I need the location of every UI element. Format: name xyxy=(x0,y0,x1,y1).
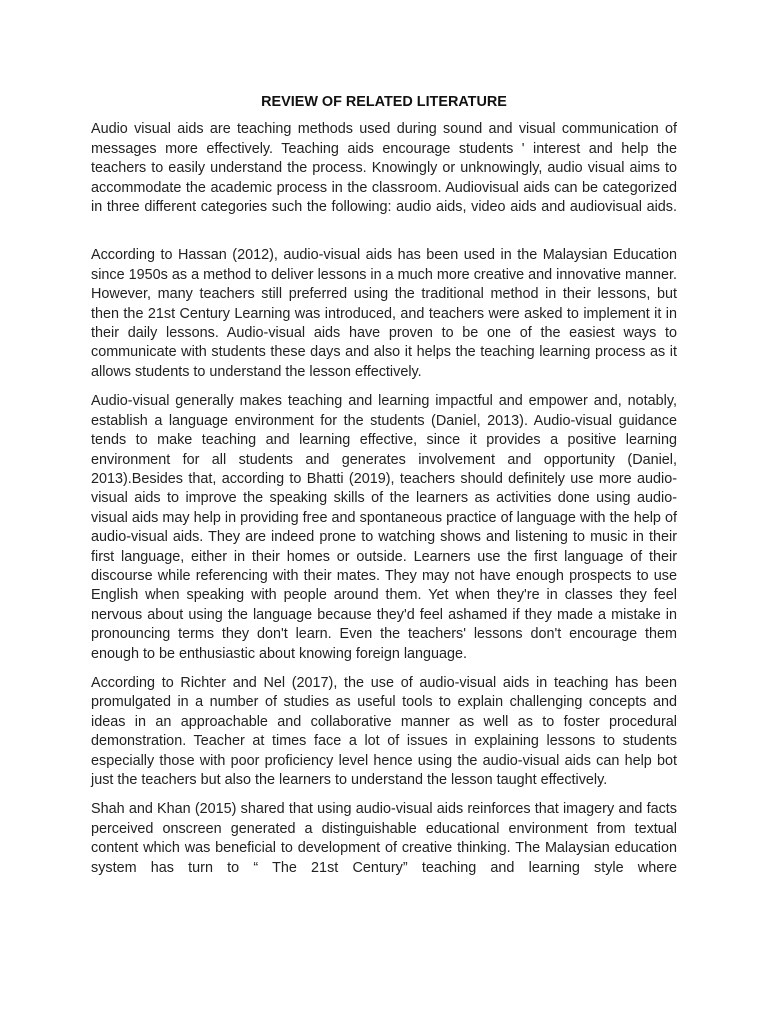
page-title: REVIEW OF RELATED LITERATURE xyxy=(261,94,507,110)
paragraph-hassan: According to Hassan (2012), audio-visual aids has been used in the Malaysian Education since 1950s as a method to deliver lessons in a much more creative and innovative manner. However, many teachers still preferred using the traditional method in their lessons, but then the 21st Century Learning was introduced, and teachers were asked to implement it in their daily lessons. Audio-visual aids have proven to be one of the easiest ways to communicate with students these days and also it helps the teaching learning process as it allows students to understand the lesson effectively. xyxy=(91,247,677,380)
paragraph-intro: Audio visual aids are teaching methods used during sound and visual communication of messages more effectively. Teaching aids encourage students ' interest and help the teachers to easily understand the process. Knowingly or unknowingly, audio visual aims to accommodate the academic process in the classroom. Audiovisual aids can be categorized in three different categories such the following: audio aids, video aids and audiovisual aids. xyxy=(91,121,677,216)
paragraph-shah-khan: Shah and Khan (2015) shared that using audio-visual aids reinforces that imagery and facts perceived onscreen generated a distinguishable educational environment from textual content which was beneficial to development of creative thinking. The Malaysian education system has turn to “ The 21st Century” teaching and learning style where xyxy=(91,801,677,876)
document-body xyxy=(91,93,677,888)
paragraph-richter-nel: According to Richter and Nel (2017), the use of audio-visual aids in teaching has been promulgated in a number of studies as useful tools to explain challenging concepts and ideas in an approachable and collaborative manner as well as to foster procedural demonstration. Teacher at times face a lot of issues in explaining lessons to students especially those with poor proficiency level hence using the audio-visual aids can help bot just the teachers but also the learners to understand the lesson taught effectively. xyxy=(91,674,677,788)
paragraph-gap xyxy=(91,217,677,246)
paragraph-daniel-bhatti: Audio-visual generally makes teaching and learning impactful and empower and, notably, establish a language environment for the students (Daniel, 2013). Audio-visual guidance tends to make teaching and learning effective, since it provides a positive learning environment for all students and generates involvement and opportunity (Daniel, 2013).Besides that, according to Bhatti (2019), teachers should definitely use more audio-visual aids to improve the speaking skills of the learners as activities done using audio-visual aids may help in providing free and spontaneous practice of language with the help of audio-visual aids. They are indeed prone to watching shows and listening to music in their first language, either in their homes or outside. Learners use the first language of their discourse while referencing with their mates. They may not have enough prospects to use English when speaking with people around them. Yet when they're in classes they feel nervous about using the language because they'd feel ashamed if they made a mistake in pronouncing terms they don't learn. Even the teachers' lessons don't encourage them enough to be enthusiastic about knowing foreign language. xyxy=(91,393,677,662)
